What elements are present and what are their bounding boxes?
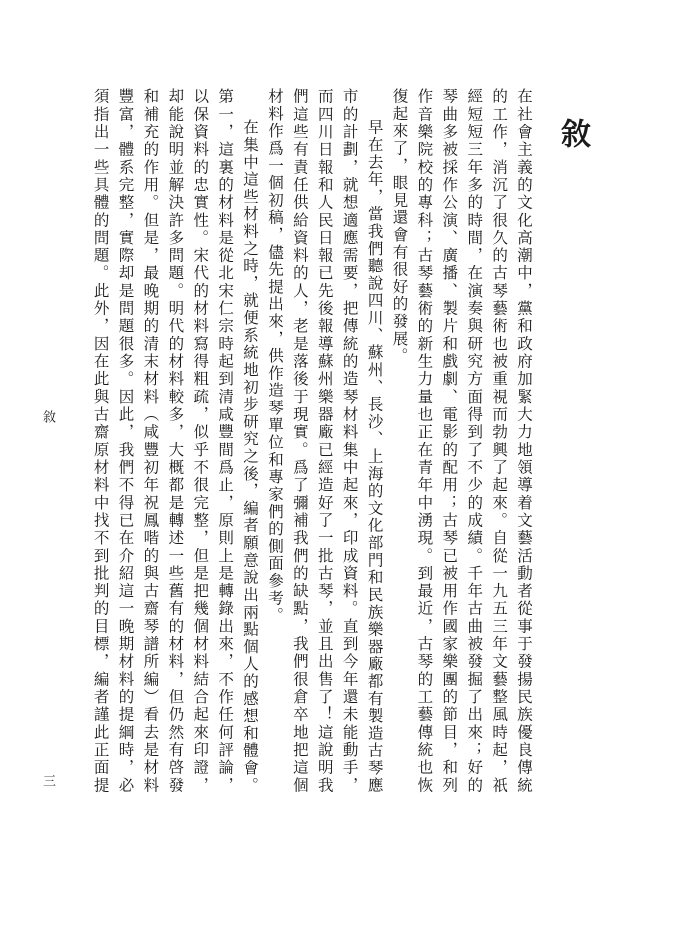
- paragraph: 早在去年，當我們聽說四川、蘇州、長沙、上海的文化部門和民族樂器廠都有製造古琴應市的計劃，就想適應需要，把傳統的造琴材料集中起來，印成資料。直到今年還未能動手，而四川日報和人民日報已先後報導蘇州樂器廠已經造好了一批古琴，並且出售了！這說明我們這些有責任供給資料的人，老是落後于現實。爲了彌補我們的缺點，我們很倉卒地把這個材料作爲一個初稿，儘先提出來，供作造琴單位和專家們的側面參考。: [265, 88, 384, 794]
- paragraph: 在集中這些材料之時，就便系統地初步研究之後，編者願意說出兩點個人的感想和體會。第一，這裏的材料是從北宋仁宗時起到清咸豐間爲止，原則上是轉錄出來，不作任何評論，以保資料的忠實性。宋代的材料寫得粗疏，似乎不很完整，但是把幾個材料結合起來印證，却能說明並解決許多問題。明代的材料較多，大概都是轉述一些舊有的材料，但仍然有啓發和補充的作用。但是，最晚期的清末材料（咸豐初年祝鳳喈的與古齋琴譜所編）看去是材料豐富，體系完整，實際却是問題很多。因此，我們不得已在介紹這一晚期材料的提綱時，必須指出一些具體的問題。此外，因在此與古齋原材料中找不到批判的目標，編者謹此正面提: [91, 88, 260, 794]
- page-number: 三: [40, 774, 55, 787]
- paragraph: 在社會主義的文化高潮中，黨和政府加緊大力地領導着文藝活動者從事于發揚民族優良傳統的工作，消沉了很久的古琴藝術也被重視而勃興了起來。自從一九五三年文藝整風時起，祇經短短三年多的時間，在演奏與研究方面得到了不少的成績。千年古曲被發掘了出來；好的琴曲多被採作公演、廣播、製片和戲劇、電影的配用；古琴已被用作國家樂團的節目，和列作音樂院校的專科；古琴藝術的新生力量也正在青年中湧現。到最近，古琴的工藝傳統也恢復起來了，眼見還會有很好的發展。: [390, 88, 533, 794]
- body-text: [88, 88, 536, 794]
- running-title: 敘: [40, 410, 55, 423]
- section-heading: 敘: [555, 118, 590, 148]
